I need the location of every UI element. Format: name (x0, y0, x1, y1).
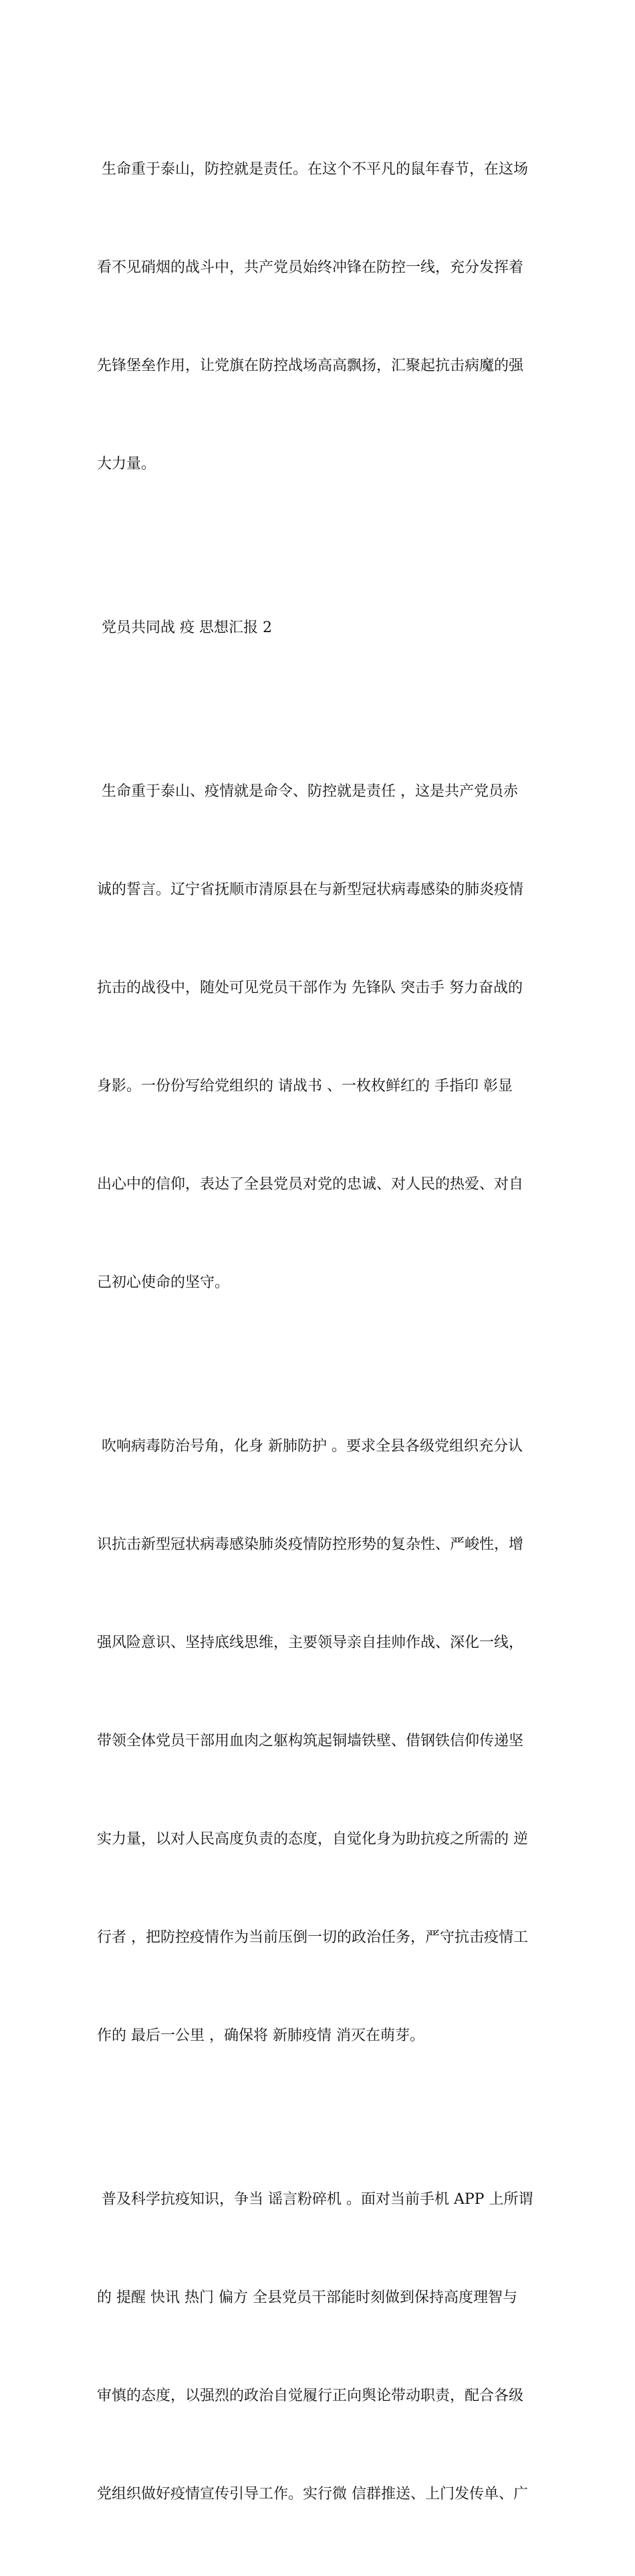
paragraph-science (97, 2118, 541, 2576)
text-line: 先锋堡垒作用，让党旗在防控战场高高飘扬，汇聚起抗击病魔的强 (97, 357, 524, 374)
text-line: 作的 最后一公里 ，确保将 新肺疫情 消灭在萌芽。 (97, 2027, 424, 2044)
document-body (97, 88, 541, 2576)
text-line: 强风险意识、坚持底线思维，主要领导亲自挂帅作战、深化一线， (97, 1634, 524, 1651)
text-line: 己初心使命的坚守。 (97, 1274, 230, 1291)
text-line: 行者 ，把防控疫情作为当前压倒一切的政治任务，严守抗击疫情工 (97, 1929, 528, 1946)
text-line: 生命重于泰山，防控就是责任。在这个不平凡的鼠年春节，在这场 (97, 161, 528, 178)
text-line: 党组织做好疫情宣传引导工作。实行微 信群推送、上门发传单、广 (97, 2486, 528, 2502)
text-line: 带领全体党员干部用血肉之躯构筑起铜墙铁壁、借钢铁信仰传递坚 (97, 1733, 524, 1749)
text-line: 出心中的信仰，表达了全县党员对党的忠诚、对人民的热爱、对自 (97, 1176, 524, 1193)
text-line: 实力量，以对人民高度负责的态度，自觉化身为助抗疫之所需的 逆 (97, 1831, 528, 1848)
text-line: 的 提醒 快讯 热门 偏方 全县党员干部能时刻做到保持高度理智与 (97, 2289, 517, 2306)
text-line: 大力量。 (97, 456, 156, 472)
text-line: 识抗击新型冠状病毒感染肺炎疫情防控形势的复杂性、严峻性，增 (97, 1536, 524, 1553)
paragraph-intro (97, 88, 541, 546)
text-line: 普及科学抗疫知识，争当 谣言粉碎机 。面对当前手机 APP 上所谓 (97, 2191, 533, 2208)
paragraph-prevention (97, 1365, 541, 2118)
text-line: 生命重于泰山、疫情就是命令、防控就是责任 ，这是共产党员赤 (97, 783, 518, 800)
text-line: 审慎的态度，以强烈的政治自觉履行正向舆论带动职责，配合各级 (97, 2388, 524, 2404)
text-line: 看不见硝烟的战斗中，共产党员始终冲锋在防控一线，充分发挥着 (97, 259, 524, 276)
text-line: 诚的誓言。辽宁省抚顺市清原县在与新型冠状病毒感染的肺炎疫情 (97, 881, 524, 898)
text-line: 抗击的战役中，随处可见党员干部作为 先锋队 突击手 努力奋战的 (97, 980, 523, 996)
section-heading (97, 546, 541, 710)
paragraph-oath (97, 710, 541, 1365)
text-line: 吹响病毒防治号角，化身 新肺防护 。要求全县各级党组织充分认 (97, 1438, 523, 1455)
text-line: 身影。一份份写给党组织的 请战书 、一枚枚鲜红的 手指印 彰显 (97, 1078, 513, 1095)
heading-line: 党员共同战 疫 思想汇报 2 (97, 619, 272, 636)
